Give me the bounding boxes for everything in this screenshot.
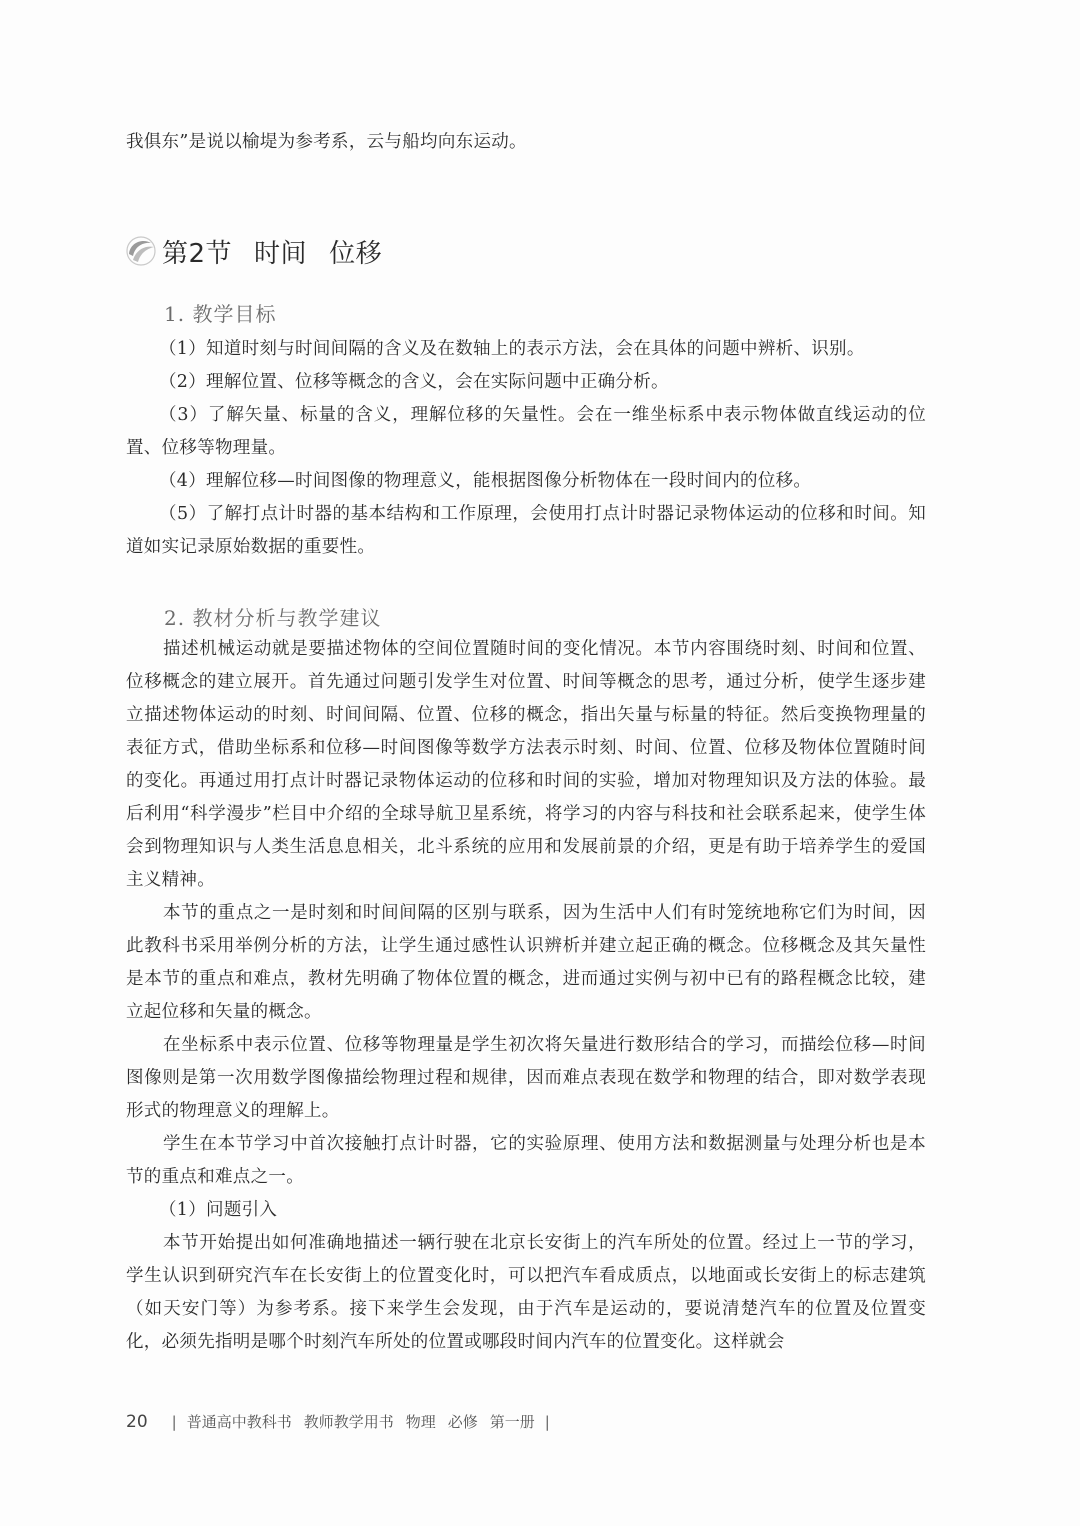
objective-item: （2）理解位置、位移等概念的含义，会在实际问题中正确分析。 [159,372,669,392]
analysis-paragraph: 本节的重点之一是时刻和时间间隔的区别与联系，因为生活中人们有时笼统地称它们为时间，因此教科书采用举例分析的方法，让学生通过感性认识辨析并建立起正确的概念。位移概念及其矢量性是本节的重点和难点，教材先明确了物体位置的概念，进而通过实例与初中已有的路程概念比较，建立起位移和矢量的概念。 [126,903,926,1022]
section-title [162,233,382,270]
objective-item: （4）理解位移—时间图像的物理意义，能根据图像分析物体在一段时间内的位移。 [159,471,812,491]
section-title-displacement: 位移 [329,238,383,269]
analysis-sub-item: （1）问题引入 [159,1200,278,1220]
analysis-paragraph: 描述机械运动就是要描述物体的空间位置随时间的变化情况。本节内容围绕时刻、时间和位置、位移概念的建立展开。首先通过问题引发学生对位置、时间等概念的思考，通过分析，使学生逐步建立描述物体运动的时刻、时间间隔、位置、位移的概念，指出矢量与标量的特征。然后变换物理量的表征方式，借助坐标系和位移—时间图像等数学方法表示时刻、时间、位置、位移及物体位置随时间的变化。再通过用打点计时器记录物体运动的位移和时间的实验，增加对物理知识及方法的体验。最后利用“科学漫步”栏目中介绍的全球导航卫星系统，将学习的内容与科技和社会联系起来，使学生体会到物理知识与人类生活息息相关，北斗系统的应用和发展前景的介绍，更是有助于培养学生的爱国主义精神。 [126,639,926,890]
footer-subject: 物理 [405,1413,436,1431]
footer-book: 教师教学用书 [303,1413,394,1431]
footer-divider: | [544,1412,550,1431]
previous-section-fragment: 我俱东”是说以榆堤为参考系，云与船均向东运动。 [126,132,527,152]
section-heading [124,229,382,273]
footer-part: 第一册 [489,1413,535,1431]
section-number: 第2节 [162,238,233,269]
section-title-time: 时间 [254,238,308,269]
objectives-heading: 1. 教学目标 [164,302,277,326]
objective-item: （1）知道时刻与时间间隔的含义及在数轴上的表示方法，会在具体的问题中辨析、识别。 [159,339,865,359]
objective-item: （3）了解矢量、标量的含义，理解位移的矢量性。会在一维坐标系中表示物体做直线运动的位置、位移等物理量。 [126,405,926,458]
analysis-paragraph: 在坐标系中表示位置、位移等物理量是学生初次将矢量进行数形结合的学习，而描绘位移—时间图像则是第一次用数学图像描绘物理过程和规律，因而难点表现在数学和物理的结合，即对数学表现形式的物理意义的理解上。 [126,1035,926,1121]
footer-divider: | [171,1412,177,1431]
objective-item: （5）了解打点计时器的基本结构和工作原理，会使用打点计时器记录物体运动的位移和时间。知道如实记录原始数据的重要性。 [126,504,926,557]
page-number: 20 [126,1411,148,1432]
page-footer [126,1411,560,1432]
footer-volume: 必修 [447,1413,478,1431]
analysis-heading: 2. 教材分析与教学建议 [164,606,382,630]
analysis-body [126,633,926,1359]
footer-series: 普通高中教科书 [186,1413,292,1431]
objectives-list [126,333,926,564]
analysis-paragraph: 本节开始提出如何准确地描述一辆行驶在北京长安街上的汽车所处的位置。经过上一节的学习，学生认识到研究汽车在长安街上的位置变化时，可以把汽车看成质点，以地面或长安街上的标志建筑（如天安门等）为参考系。接下来学生会发现，由于汽车是运动的，要说清楚汽车的位置及位置变化，必须先指明是哪个时刻汽车所处的位置或哪段时间内汽车的位置变化。这样就会 [126,1233,926,1352]
analysis-paragraph: 学生在本节学习中首次接触打点计时器，它的实验原理、使用方法和数据测量与处理分析也是本节的重点和难点之一。 [126,1134,926,1187]
section-swirl-icon [124,234,158,268]
